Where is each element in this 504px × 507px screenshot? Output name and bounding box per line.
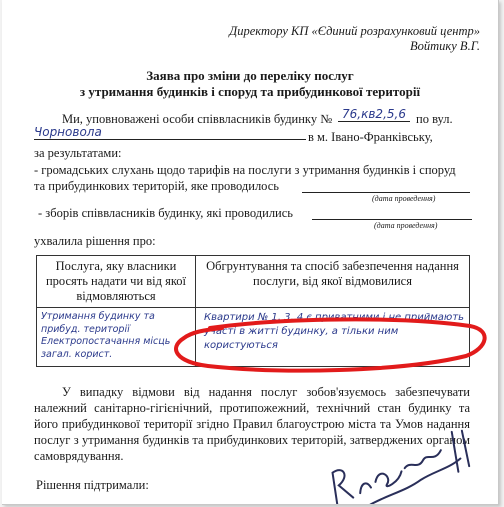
street-prefix: по вул.	[416, 112, 453, 126]
document-subtitle: з утримання будинків і споруд та прибудинкової території	[79, 84, 421, 99]
document-title: Заява про зміни до переліку послуг	[146, 68, 354, 83]
meeting-date-caption: (дата проведення)	[374, 221, 438, 230]
col-service-header: Послуга, яку власники просять надати чи від якої відмовляються	[37, 256, 196, 308]
hearings-date-line	[302, 180, 470, 193]
decision-label: ухвалила рішення про:	[34, 234, 156, 248]
document-page	[2, 0, 499, 505]
results-label: за результатами:	[34, 146, 122, 160]
meeting-date-line	[312, 207, 472, 220]
street-field: Чорновола	[34, 125, 306, 140]
hearings-line-1: - громадських слухань щодо тарифів на послуги з утримання будинків і споруд	[34, 163, 456, 177]
handwritten-signature	[320, 428, 490, 504]
addressee-line-2: Войтику В.Г.	[410, 39, 480, 53]
commitment-paragraph: У випадку відмови від надання послуг зобов'язуємось забезпечувати належний санітарно-гігієнічний, протипожежний, технічний стан будинку та його прибудинкової території згідно Правил благоустрою міста та Умов надання послуг з утримання будинків та прибудинкових територій, затверджених органом самоврядування.	[34, 385, 470, 463]
service-cell: Утримання будинку та прибуд. території Електропостачання місць загал. корист.	[37, 308, 196, 367]
house-number-field: 76,кв2,5,6	[338, 107, 410, 122]
intro-prefix: Ми, уповноважені особи співвласників будинку №	[62, 112, 333, 126]
hearings-date-caption: (дата проведення)	[372, 194, 436, 203]
col-justification-header: Обгрунтування та спосіб забезпечення надання послуги, від якої відмовилися	[196, 256, 470, 308]
supported-label: Рішення підтримали:	[36, 478, 149, 492]
justification-cell: Квартири № 1, 3, 4 є приватними і не приймають участі в житті будинку, а тільки ним користуються	[196, 308, 470, 367]
meeting-line: - зборів співвласників будинку, які проводились	[38, 206, 293, 220]
hearings-line-2: та прибудинкових територій, яке проводилось	[34, 179, 279, 193]
red-highlight-circle	[170, 314, 490, 376]
table-header-row	[37, 256, 470, 308]
city-text: в м. Івано-Франківську,	[308, 130, 433, 144]
addressee-line-1: Директору КП «Єдиний розрахунковий центр»	[229, 24, 480, 38]
